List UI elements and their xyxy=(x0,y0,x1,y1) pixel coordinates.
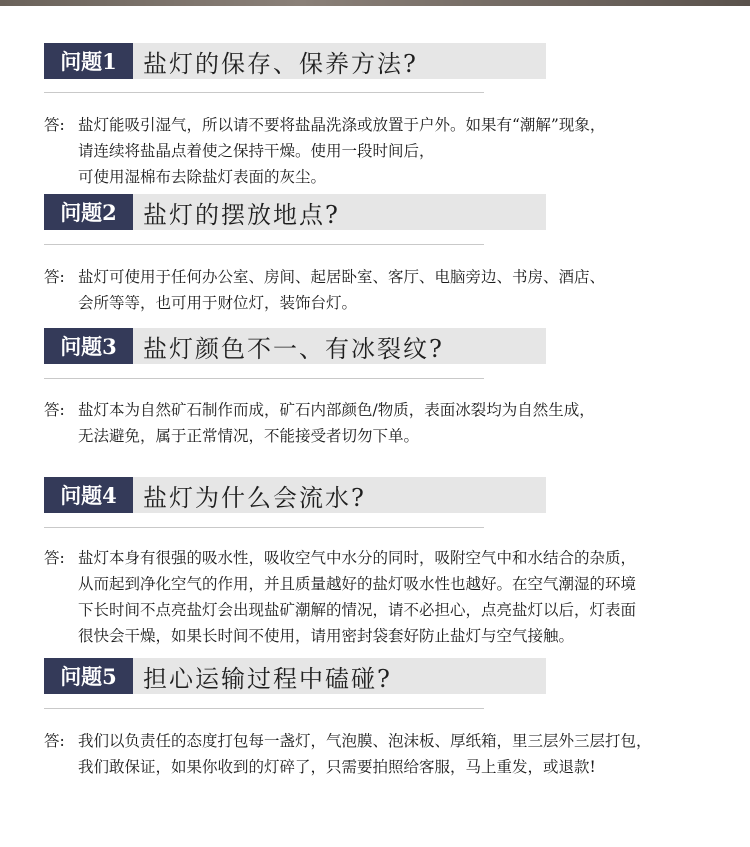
answer-prefix: 答: xyxy=(44,549,65,567)
answer-prefix: 答: xyxy=(44,116,65,134)
question-4-header xyxy=(44,477,546,513)
divider xyxy=(44,92,484,93)
answer-line: 盐灯可使用于任何办公室、房间、起居卧室、客厅、电脑旁边、书房、酒店、 xyxy=(78,268,606,286)
answer-line: 无法避免，属于正常情况，不能接受者切勿下单。 xyxy=(78,427,420,445)
answer-prefix: 答: xyxy=(44,401,65,419)
answer-prefix: 答: xyxy=(44,268,65,286)
top-decorative-strip xyxy=(0,0,750,6)
question-1-header xyxy=(44,43,546,79)
question-title: 盐灯颜色不一、有冰裂纹? xyxy=(133,328,546,364)
answer-line: 从而起到净化空气的作用，并且质量越好的盐灯吸水性也越好。在空气潮湿的环境 xyxy=(78,575,637,593)
question-label: 问题5 xyxy=(44,658,133,694)
divider xyxy=(44,378,484,379)
question-label: 问题1 xyxy=(44,43,133,79)
question-label: 问题3 xyxy=(44,328,133,364)
answer-line: 会所等等，也可用于财位灯，装饰台灯。 xyxy=(78,294,358,312)
answer-line: 盐灯本身有很强的吸水性，吸收空气中水分的同时，吸附空气中和水结合的杂质， xyxy=(78,549,637,567)
answer-line: 我们敢保证，如果你收到的灯碎了，只需要拍照给客服，马上重发，或退款! xyxy=(78,758,596,776)
divider xyxy=(44,527,484,528)
question-label: 问题4 xyxy=(44,477,133,513)
question-title: 盐灯为什么会流水? xyxy=(133,477,546,513)
answer-line: 请连续将盐晶点着使之保持干燥。使用一段时间后， xyxy=(78,142,435,160)
question-title: 盐灯的保存、保养方法? xyxy=(133,43,546,79)
answer-line: 可使用湿棉布去除盐灯表面的灰尘。 xyxy=(78,168,327,186)
answer-line: 很快会干燥，如果长时间不使用，请用密封袋套好防止盐灯与空气接触。 xyxy=(78,627,575,645)
question-title: 盐灯的摆放地点? xyxy=(133,194,546,230)
answer-line: 盐灯能吸引湿气，所以请不要将盐晶洗涤或放置于户外。如果有“潮解”现象， xyxy=(78,116,606,134)
divider xyxy=(44,244,484,245)
answer-line: 盐灯本为自然矿石制作而成，矿石内部颜色/物质，表面冰裂均为自然生成， xyxy=(78,401,595,419)
question-title: 担心运输过程中磕碰? xyxy=(133,658,546,694)
question-5-header xyxy=(44,658,546,694)
question-2-header xyxy=(44,194,546,230)
question-3-header xyxy=(44,328,546,364)
question-label: 问题2 xyxy=(44,194,133,230)
answer-prefix: 答: xyxy=(44,732,65,750)
answer-line: 下长时间不点亮盐灯会出现盐矿潮解的情况，请不必担心，点亮盐灯以后，灯表面 xyxy=(78,601,637,619)
divider xyxy=(44,708,484,709)
answer-line: 我们以负责任的态度打包每一盏灯，气泡膜、泡沫板、厚纸箱，里三层外三层打包， xyxy=(78,732,652,750)
